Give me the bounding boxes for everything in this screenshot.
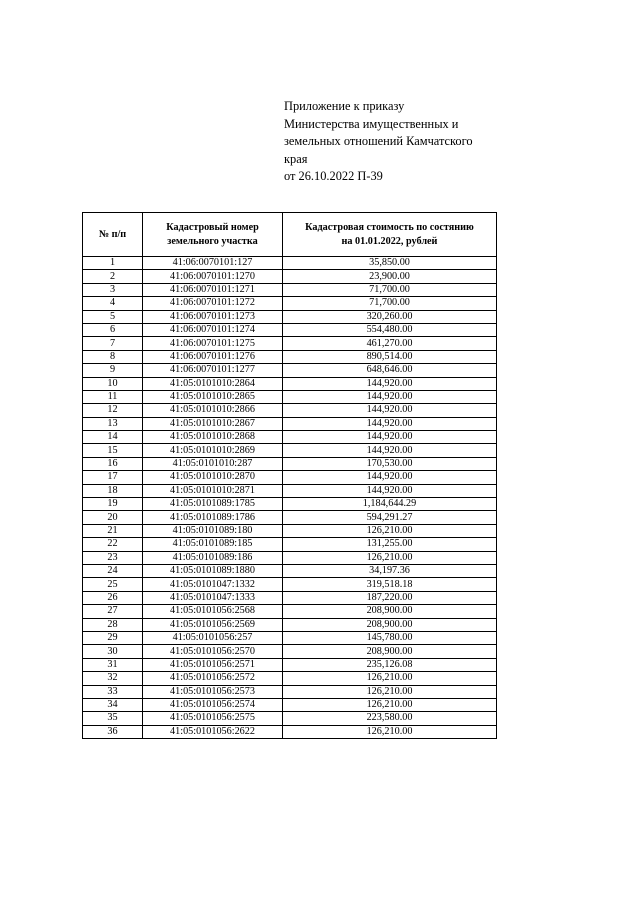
cadastral-value-cell: 126,210.00 [283,698,497,711]
cadastral-number-cell: 41:05:0101056:2622 [143,725,283,738]
row-number-cell: 10 [83,377,143,390]
cadastral-value-cell: 144,920.00 [283,471,497,484]
cadastral-value-cell: 554,480.00 [283,323,497,336]
header-cadastral-number [143,213,283,257]
table-row [83,511,497,524]
row-number-cell: 5 [83,310,143,323]
table-row [83,498,497,511]
cadastral-value-cell: 208,900.00 [283,645,497,658]
row-number-cell: 19 [83,498,143,511]
header-num [83,213,143,257]
table-row [83,297,497,310]
cadastral-value-cell: 594,291.27 [283,511,497,524]
row-number-cell: 27 [83,605,143,618]
header-cadastral-value-line2: на 01.01.2022, рублей [341,235,438,247]
cadastral-value-cell: 145,780.00 [283,631,497,644]
cadastral-value-cell: 144,920.00 [283,390,497,403]
cadastral-number-cell: 41:05:0101010:2868 [143,431,283,444]
row-number-cell: 31 [83,658,143,671]
row-number-cell: 8 [83,350,143,363]
table-row [83,431,497,444]
cadastral-value-cell: 71,700.00 [283,297,497,310]
table-body [83,257,497,739]
cadastral-value-cell: 131,255.00 [283,538,497,551]
table-row [83,645,497,658]
table-row [83,364,497,377]
cadastral-value-cell: 71,700.00 [283,283,497,296]
cadastral-number-cell: 41:05:0101089:186 [143,551,283,564]
table-row [83,417,497,430]
table-row [83,712,497,725]
table-row [83,323,497,336]
cadastral-number-cell: 41:05:0101056:2568 [143,605,283,618]
row-number-cell: 20 [83,511,143,524]
cadastral-value-cell: 144,920.00 [283,444,497,457]
row-number-cell: 11 [83,390,143,403]
table-row [83,257,497,270]
row-number-cell: 25 [83,578,143,591]
cadastral-number-cell: 41:05:0101089:185 [143,538,283,551]
row-number-cell: 24 [83,564,143,577]
cadastral-value-cell: 144,920.00 [283,404,497,417]
row-number-cell: 34 [83,698,143,711]
appendix-line: Приложение к приказу [284,99,405,113]
cadastral-number-cell: 41:05:0101089:180 [143,524,283,537]
cadastral-value-cell: 144,920.00 [283,417,497,430]
row-number-cell: 3 [83,283,143,296]
row-number-cell: 28 [83,618,143,631]
cadastral-number-cell: 41:05:0101010:287 [143,457,283,470]
table-row [83,578,497,591]
row-number-cell: 16 [83,457,143,470]
cadastral-value-cell: 144,920.00 [283,484,497,497]
cadastral-number-cell: 41:05:0101056:2569 [143,618,283,631]
table-row [83,404,497,417]
row-number-cell: 22 [83,538,143,551]
table-row [83,618,497,631]
cadastral-number-cell: 41:06:0070101:1273 [143,310,283,323]
cadastral-number-cell: 41:05:0101010:2871 [143,484,283,497]
row-number-cell: 2 [83,270,143,283]
table-row [83,270,497,283]
table-row [83,484,497,497]
appendix-line: земельных отношений Камчатского [284,134,473,148]
cadastral-number-cell: 41:05:0101010:2864 [143,377,283,390]
row-number-cell: 21 [83,524,143,537]
table-row [83,310,497,323]
cadastral-value-table [82,212,497,739]
header-cadastral-number-line2: земельного участка [167,235,258,247]
cadastral-number-cell: 41:05:0101010:2867 [143,417,283,430]
cadastral-number-cell: 41:05:0101056:2570 [143,645,283,658]
header-cadastral-value-line1: Кадастровая стоимость по состянию [305,221,474,233]
table-row [83,337,497,350]
row-number-cell: 1 [83,257,143,270]
cadastral-number-cell: 41:06:0070101:1274 [143,323,283,336]
cadastral-number-cell: 41:05:0101056:2574 [143,698,283,711]
row-number-cell: 23 [83,551,143,564]
cadastral-value-cell: 126,210.00 [283,672,497,685]
row-number-cell: 18 [83,484,143,497]
cadastral-number-cell: 41:06:0070101:127 [143,257,283,270]
row-number-cell: 33 [83,685,143,698]
row-number-cell: 17 [83,471,143,484]
row-number-cell: 29 [83,631,143,644]
table-row [83,471,497,484]
table-row [83,551,497,564]
cadastral-value-cell: 23,900.00 [283,270,497,283]
cadastral-value-cell: 320,260.00 [283,310,497,323]
row-number-cell: 9 [83,364,143,377]
table-row [83,283,497,296]
table-row [83,605,497,618]
cadastral-value-cell: 126,210.00 [283,551,497,564]
cadastral-number-cell: 41:05:0101047:1332 [143,578,283,591]
row-number-cell: 32 [83,672,143,685]
header-num-label: № п/п [98,228,127,240]
cadastral-number-cell: 41:05:0101056:2571 [143,658,283,671]
row-number-cell: 6 [83,323,143,336]
row-number-cell: 36 [83,725,143,738]
appendix-line: от 26.10.2022 П-39 [284,169,383,183]
table-row [83,698,497,711]
row-number-cell: 30 [83,645,143,658]
cadastral-value-cell: 126,210.00 [283,524,497,537]
appendix-line: Министерства имущественных и [284,116,459,131]
cadastral-number-cell: 41:06:0070101:1275 [143,337,283,350]
row-number-cell: 13 [83,417,143,430]
cadastral-value-cell: 319,518.18 [283,578,497,591]
row-number-cell: 12 [83,404,143,417]
cadastral-number-cell: 41:05:0101056:2575 [143,712,283,725]
row-number-cell: 15 [83,444,143,457]
cadastral-value-cell: 461,270.00 [283,337,497,350]
table-row [83,524,497,537]
table-row [83,658,497,671]
cadastral-number-cell: 41:05:0101089:1785 [143,498,283,511]
cadastral-number-cell: 41:05:0101010:2870 [143,471,283,484]
table-row [83,564,497,577]
table-row [83,631,497,644]
cadastral-value-cell: 34,197.36 [283,564,497,577]
cadastral-number-cell: 41:05:0101056:257 [143,631,283,644]
cadastral-value-cell: 187,220.00 [283,591,497,604]
cadastral-value-cell: 223,580.00 [283,712,497,725]
cadastral-value-cell: 208,900.00 [283,605,497,618]
table-row [83,672,497,685]
cadastral-value-cell: 170,530.00 [283,457,497,470]
table-row [83,457,497,470]
cadastral-number-cell: 41:05:0101010:2869 [143,444,283,457]
cadastral-number-cell: 41:05:0101010:2866 [143,404,283,417]
table-header-row [83,213,497,257]
row-number-cell: 7 [83,337,143,350]
cadastral-number-cell: 41:06:0070101:1276 [143,350,283,363]
cadastral-value-cell: 890,514.00 [283,350,497,363]
table-row [83,591,497,604]
cadastral-number-cell: 41:06:0070101:1270 [143,270,283,283]
cadastral-number-cell: 41:05:0101010:2865 [143,390,283,403]
row-number-cell: 26 [83,591,143,604]
table-row [83,444,497,457]
row-number-cell: 35 [83,712,143,725]
appendix-heading [284,98,514,186]
table-row [83,725,497,738]
cadastral-number-cell: 41:05:0101056:2573 [143,685,283,698]
cadastral-number-cell: 41:05:0101056:2572 [143,672,283,685]
cadastral-number-cell: 41:06:0070101:1271 [143,283,283,296]
cadastral-value-cell: 126,210.00 [283,685,497,698]
appendix-line: края [284,151,308,166]
table-row [83,377,497,390]
cadastral-value-cell: 35,850.00 [283,257,497,270]
cadastral-value-cell: 648,646.00 [283,364,497,377]
row-number-cell: 14 [83,431,143,444]
header-cadastral-number-line1: Кадастровый номер [166,221,259,233]
cadastral-value-cell: 126,210.00 [283,725,497,738]
table-row [83,685,497,698]
cadastral-number-cell: 41:05:0101047:1333 [143,591,283,604]
table-row [83,350,497,363]
cadastral-number-cell: 41:06:0070101:1272 [143,297,283,310]
cadastral-value-cell: 1,184,644.29 [283,498,497,511]
cadastral-value-cell: 144,920.00 [283,431,497,444]
cadastral-value-cell: 235,126.08 [283,658,497,671]
header-cadastral-value [283,213,497,257]
cadastral-number-cell: 41:06:0070101:1277 [143,364,283,377]
cadastral-number-cell: 41:05:0101089:1786 [143,511,283,524]
cadastral-value-cell: 208,900.00 [283,618,497,631]
cadastral-value-cell: 144,920.00 [283,377,497,390]
cadastral-number-cell: 41:05:0101089:1880 [143,564,283,577]
table-row [83,390,497,403]
table-row [83,538,497,551]
row-number-cell: 4 [83,297,143,310]
